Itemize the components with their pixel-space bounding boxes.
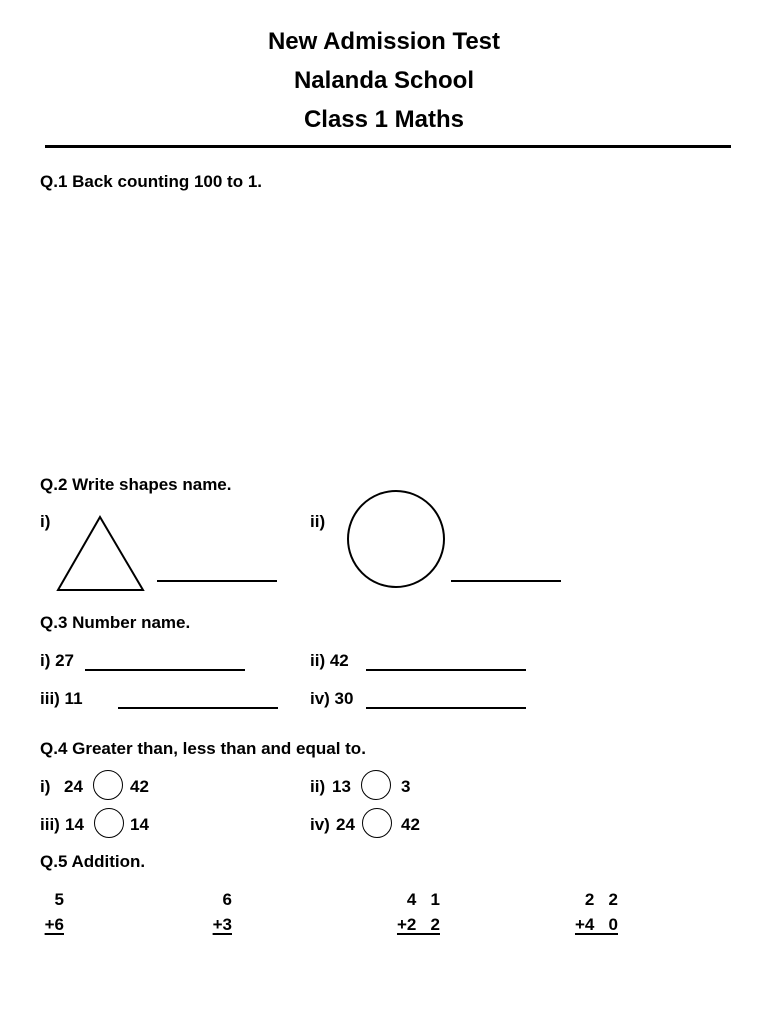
question-4-title: Q.4 Greater than, less than and equal to. bbox=[40, 739, 366, 758]
q3-item-1-label: i) 27 bbox=[40, 651, 75, 670]
q3-item-2-label: ii) 42 bbox=[310, 651, 349, 670]
q5-problem-1-bottom: +6 bbox=[44, 915, 64, 934]
q5-problem-4-top: 2 2 bbox=[584, 890, 618, 909]
q5-problem-3-top: 4 1 bbox=[406, 890, 440, 909]
question-1-title: Q.1 Back counting 100 to 1. bbox=[40, 172, 263, 191]
q5-problem-2-top: 6 bbox=[222, 890, 232, 909]
q4-item-4-compare-circle[interactable] bbox=[362, 808, 392, 838]
q4-item-1-left-number: 24 bbox=[64, 777, 83, 796]
q3-item-2-answer-blank[interactable] bbox=[366, 669, 526, 671]
q2-item-1-label: i) bbox=[40, 512, 51, 531]
circle-icon bbox=[345, 487, 449, 593]
q4-item-4-left-number: 24 bbox=[336, 815, 355, 834]
q5-problem-1-top: 5 bbox=[54, 890, 64, 909]
q4-item-3-compare-circle[interactable] bbox=[94, 808, 124, 838]
q2-item-1-answer-blank[interactable] bbox=[157, 580, 277, 582]
q5-problem-2-bottom: +3 bbox=[212, 915, 232, 934]
header-school-name: Nalanda School bbox=[293, 67, 475, 94]
q2-item-2-answer-blank[interactable] bbox=[451, 580, 561, 582]
q4-item-1-compare-circle[interactable] bbox=[93, 770, 123, 800]
question-2-title: Q.2 Write shapes name. bbox=[40, 475, 232, 494]
q4-item-3-right-number: 14 bbox=[130, 815, 149, 834]
q3-item-3-answer-blank[interactable] bbox=[118, 707, 278, 709]
q3-item-4-label: iv) 30 bbox=[310, 689, 354, 708]
header-title-line1: New Admission Test bbox=[267, 28, 501, 55]
question-3-title: Q.3 Number name. bbox=[40, 613, 191, 632]
q3-item-1-answer-blank[interactable] bbox=[85, 669, 245, 671]
q2-item-2-label: ii) bbox=[310, 512, 326, 531]
q4-item-3-label: iii) bbox=[40, 815, 60, 834]
q4-item-2-compare-circle[interactable] bbox=[361, 770, 391, 800]
q4-item-3-left-number: 14 bbox=[65, 815, 84, 834]
q4-item-1-right-number: 42 bbox=[130, 777, 149, 796]
q3-item-4-answer-blank[interactable] bbox=[366, 707, 526, 709]
q4-item-2-right-number: 3 bbox=[401, 777, 411, 796]
q3-item-3-label: iii) 11 bbox=[40, 689, 83, 708]
header-divider bbox=[45, 145, 731, 148]
q4-item-4-right-number: 42 bbox=[401, 815, 420, 834]
question-5-title: Q.5 Addition. bbox=[40, 852, 146, 871]
q4-item-2-label: ii) bbox=[310, 777, 326, 796]
header-class-subject: Class 1 Maths bbox=[303, 106, 465, 133]
q4-item-4-label: iv) bbox=[310, 815, 330, 834]
q4-item-1-label: i) bbox=[40, 777, 51, 796]
q4-item-2-left-number: 13 bbox=[332, 777, 351, 796]
triangle-icon bbox=[55, 513, 147, 593]
q5-problem-4-bottom: +4 0 bbox=[574, 915, 618, 934]
q5-problem-3-bottom: +2 2 bbox=[396, 915, 440, 934]
